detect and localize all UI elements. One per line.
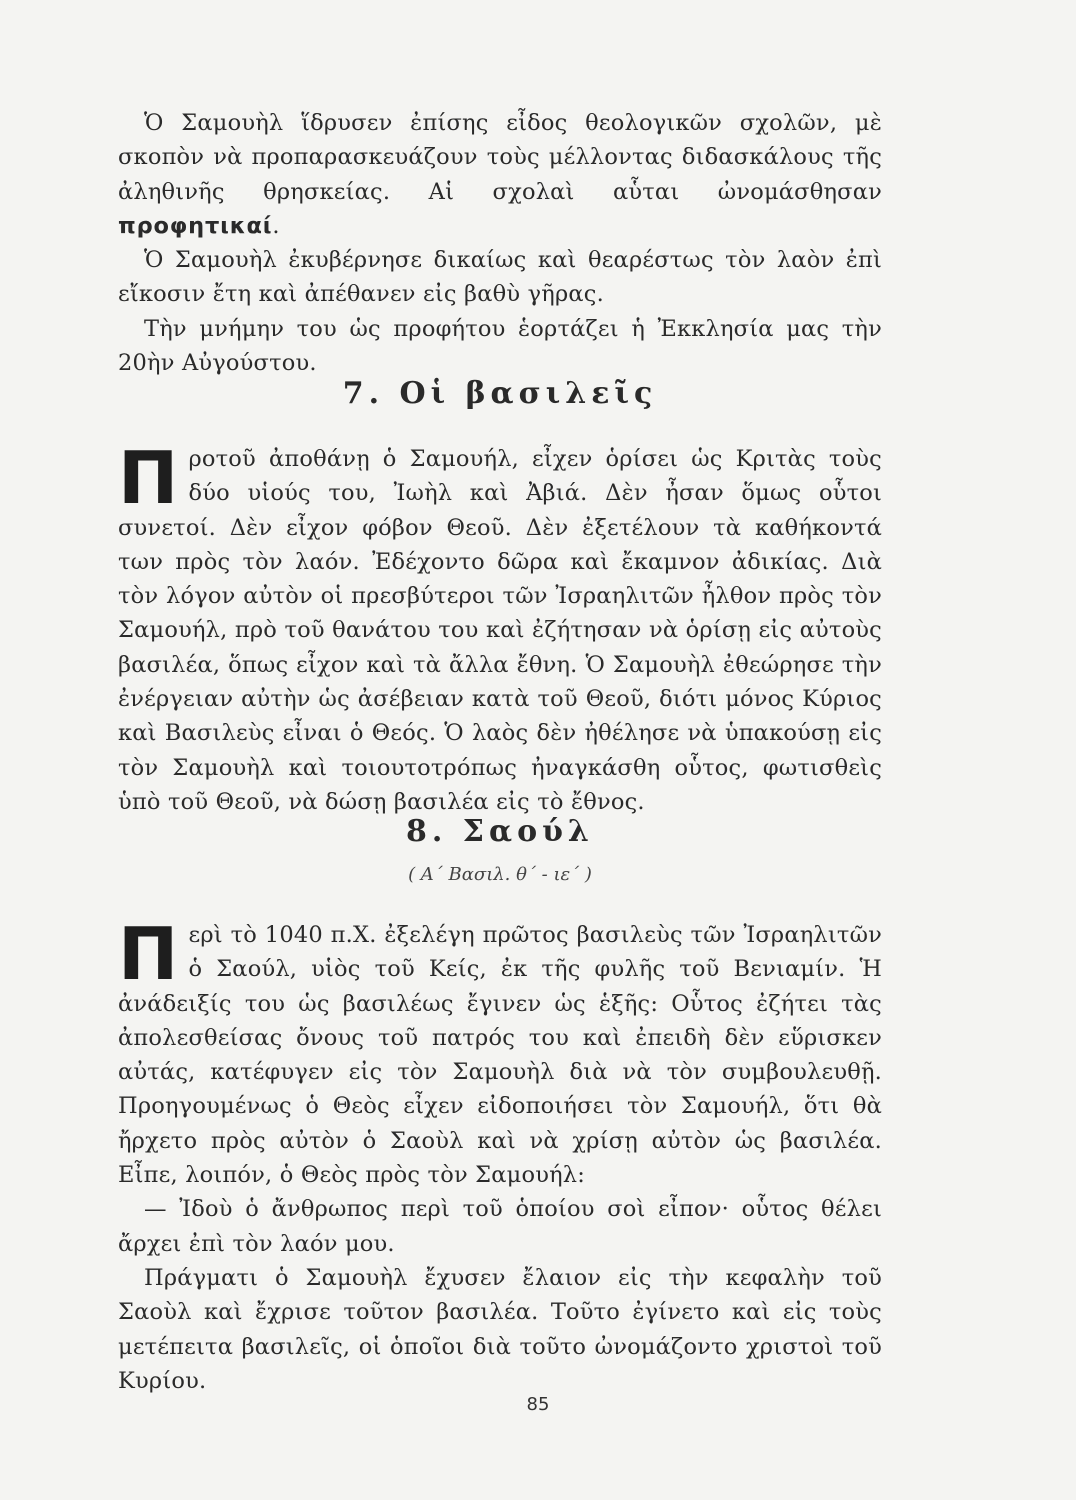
page-number: 85	[526, 1394, 550, 1415]
paragraph-samuel-rule: Ὁ Σαμουὴλ ἐκυβέρνησε δικαίως καὶ θεαρέστως τὸν λαὸν ἐπὶ εἴκοσιν ἔτη καὶ ἀπέθανεν εἰς βαθὺ γῆρας.	[118, 247, 882, 308]
paragraph-dialogue: — Ἰδοὺ ὁ ἄνθρωπος περὶ τοῦ ὁποίου σοὶ εἶπον· οὗτος θέλει ἄρχει ἐπὶ τὸν λαόν μου.	[118, 1196, 882, 1257]
scripture-reference: ( Α΄ Βασιλ. θ΄ - ιε΄ )	[408, 864, 592, 885]
dropcap-saul: Π	[118, 912, 179, 996]
intro-text-block	[118, 106, 882, 380]
paragraph-kings	[118, 436, 882, 819]
paragraph-saul-election-text: ερὶ τὸ 1040 π.Χ. ἐξελέγη πρῶτος βασιλεὺς τῶν Ἰσραηλιτῶν ὁ Σαούλ, υἱὸς τοῦ Κείς, ἐκ τῆς φυλῆς τοῦ Βενιαμίν. Ἡ ἀνάδειξίς του ὡς βασιλέως ἔγινεν ὡς ἑξῆς: Οὗτος ἐζήτει τὰς ἀπολεσθείσας ὄνους τοῦ πατρός του καὶ ἐπειδὴ δὲν εὕρισκεν αὐτάς, κατέφυγεν εἰς τὸν Σαμουὴλ διὰ νὰ τὸν συμβουλευθῇ. Προηγουμένως ὁ Θεὸς εἶχεν εἰδοποιήσει τὸν Σαμουήλ, ὅτι θὰ ἤρχετο πρὸς αὐτὸν ὁ Σαοὺλ καὶ νὰ χρίσῃ αὐτὸν ὡς βασιλέα. Εἶπε, λοιπόν, ὁ Θεὸς πρὸς τὸν Σαμουήλ:	[118, 922, 882, 1189]
section-heading-kings: 7. Οἱ βασιλεῖς	[342, 376, 658, 411]
paragraph-memory: Τὴν μνήμην του ὡς προφήτου ἑορτάζει ἡ Ἐκκλησία μας τὴν 20ὴν Αὐγούστου.	[118, 315, 882, 377]
dropcap-kings: Π	[118, 436, 179, 520]
kings-text-block	[118, 436, 882, 819]
paragraph-saul-election	[118, 912, 882, 1192]
section-heading-saul: 8. Σαούλ	[406, 814, 594, 849]
bold-term-prophetic: προφητικαί	[118, 212, 273, 239]
paragraph-schools	[118, 106, 882, 243]
paragraph-schools-end: .	[272, 212, 280, 239]
saul-text-block	[118, 912, 882, 1398]
paragraph-anointing: Πράγματι ὁ Σαμουὴλ ἔχυσεν ἔλαιον εἰς τὴν κεφαλὴν τοῦ Σαοὺλ καὶ ἔχρισε τοῦτον βασιλέα. Τοῦτο ἐγίνετο καὶ εἰς τοὺς μετέπειτα βασιλεῖς, οἱ ὁποῖοι διὰ τοῦτο ὠνομάζοντο χριστοὶ τοῦ Κυρίου.	[118, 1264, 882, 1394]
paragraph-kings-text: ροτοῦ ἀποθάνῃ ὁ Σαμουήλ, εἶχεν ὁρίσει ὡς Κριτὰς τοὺς δύο υἱούς του, Ἰωὴλ καὶ Ἀβιά. Δὲν ἦσαν ὅμως οὗτοι συνετοί. Δὲν εἶχον φόβον Θεοῦ. Δὲν ἐξετέλουν τὰ καθήκοντά των πρὸς τὸν λαόν. Ἐδέχοντο δῶρα καὶ ἔκαμνον ἀδικίας. Διὰ τὸν λόγον αὐτὸν οἱ πρεσβύτεροι τῶν Ἰσραηλιτῶν ἦλθον πρὸς τὸν Σαμουήλ, πρὸ τοῦ θανάτου του καὶ ἐζήτησαν νὰ ὁρίσῃ εἰς αὐτοὺς βασιλέα, ὅπως εἶχον καὶ τὰ ἄλλα ἔθνη. Ὁ Σαμουὴλ ἐθεώρησε τὴν ἐνέργειαν αὐτὴν ὡς ἀσέβειαν κατὰ τοῦ Θεοῦ, διότι μόνος Κύριος καὶ Βασιλεὺς εἶναι ὁ Θεός. Ὁ λαὸς δὲν ἠθέλησε νὰ ὑπακούσῃ εἰς τὸν Σαμουὴλ καὶ τοιουτοτρόπως ἠναγκάσθη οὗτος, φωτισθεὶς ὑπὸ τοῦ Θεοῦ, νὰ δώσῃ βασιλέα εἰς τὸ ἔθνος.	[118, 446, 882, 815]
paragraph-schools-text: Ὁ Σαμουὴλ ἵδρυσεν ἐπίσης εἶδος θεολογικῶν σχολῶν, μὲ σκοπὸν νὰ προπαρασκευάζουν τοὺς μέλλοντας διδασκάλους τῆς ἀληθινῆς θρησκείας. Αἱ σχολαὶ αὗται ὠνομάσθησαν	[118, 110, 882, 205]
